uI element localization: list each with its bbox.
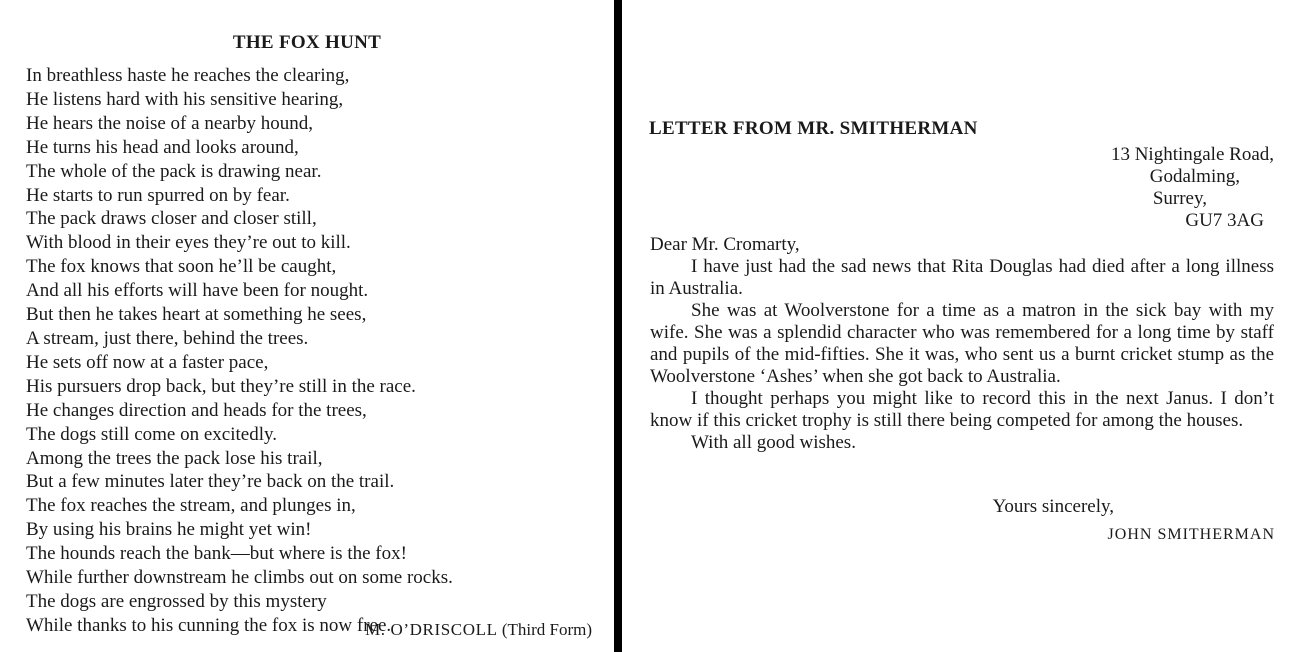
letter-paragraph: I have just had the sad news that Rita Douglas had died after a long illness in Australia. <box>650 256 1274 299</box>
poem-line: With blood in their eyes they’re out to kill. <box>26 232 351 254</box>
poem-line: While thanks to his cunning the fox is now free. <box>26 614 392 636</box>
address-line: Surrey, <box>1152 188 1207 209</box>
letter-signature: JOHN SMITHERMAN <box>1107 526 1275 543</box>
poem-line: The whole of the pack is drawing near. <box>26 160 322 182</box>
letter-paragraph: She was at Woolverstone for a time as a matron in the sick bay with my wife. She was a splendid character who was remembered for a long time by staff and pupils of the mid-fifties. She it was, who sent us a burnt cricket stump as the Woolverstone ‘Ashes’ when she got back to Australia. <box>650 300 1274 387</box>
letter-closing: Yours sincerely, <box>992 496 1114 517</box>
poem-line: The fox reaches the stream, and plunges in, <box>26 495 356 517</box>
letter-body <box>650 234 1274 454</box>
poem-line: He turns his head and looks around, <box>26 136 299 158</box>
poem-line: He listens hard with his sensitive hearing, <box>26 88 344 110</box>
letter-page <box>622 0 1300 652</box>
poem-line: He sets off now at a faster pace, <box>26 351 269 373</box>
letter-title: LETTER FROM MR. SMITHERMAN <box>649 118 978 139</box>
poem-line: He hears the noise of a nearby hound, <box>26 112 314 134</box>
poem-line: While further downstream he climbs out on some rocks. <box>26 567 453 589</box>
poem-line: And all his efforts will have been for nought. <box>26 280 369 302</box>
poem-line: The dogs are engrossed by this mystery <box>26 590 327 612</box>
poem-line: He changes direction and heads for the trees, <box>26 399 367 421</box>
poem-author <box>365 620 592 640</box>
sender-address <box>974 144 1274 232</box>
address-line: 13 Nightingale Road, <box>1110 144 1274 165</box>
letter-paragraph: With all good wishes. <box>691 432 856 453</box>
poem-author-form: (Third Form) <box>501 620 592 639</box>
poem-line: Among the trees the pack lose his trail, <box>26 447 323 469</box>
poem-line: But a few minutes later they’re back on the trail. <box>26 471 395 493</box>
salutation: Dear Mr. Cromarty, <box>650 234 800 255</box>
poem-line: The fox knows that soon he’ll be caught, <box>26 256 337 278</box>
address-line: Godalming, <box>1149 166 1240 187</box>
poem-line: His pursuers drop back, but they’re still in the race. <box>26 375 416 397</box>
letter-paragraph: I thought perhaps you might like to record this in the next Janus. I don’t know if this cricket trophy is still there being competed for among the houses. <box>650 388 1274 431</box>
poem-line: A stream, just there, behind the trees. <box>26 327 309 349</box>
poem-line: He starts to run spurred on by fear. <box>26 184 290 206</box>
poem-line: The pack draws closer and closer still, <box>26 208 317 230</box>
poem-author-name: M. O’DRISCOLL <box>365 620 498 639</box>
poem-body <box>26 64 586 638</box>
poem-page <box>0 0 614 652</box>
poem-line: By using his brains he might yet win! <box>26 519 312 541</box>
poem-title: THE FOX HUNT <box>232 32 382 53</box>
poem-line: The hounds reach the bank—but where is the fox! <box>26 543 407 565</box>
poem-line: But then he takes heart at something he sees, <box>26 304 367 326</box>
column-divider <box>614 0 622 652</box>
address-line: GU7 3AG <box>1185 210 1264 231</box>
poem-line: The dogs still come on excitedly. <box>26 423 277 445</box>
poem-line: In breathless haste he reaches the clearing, <box>26 65 350 86</box>
